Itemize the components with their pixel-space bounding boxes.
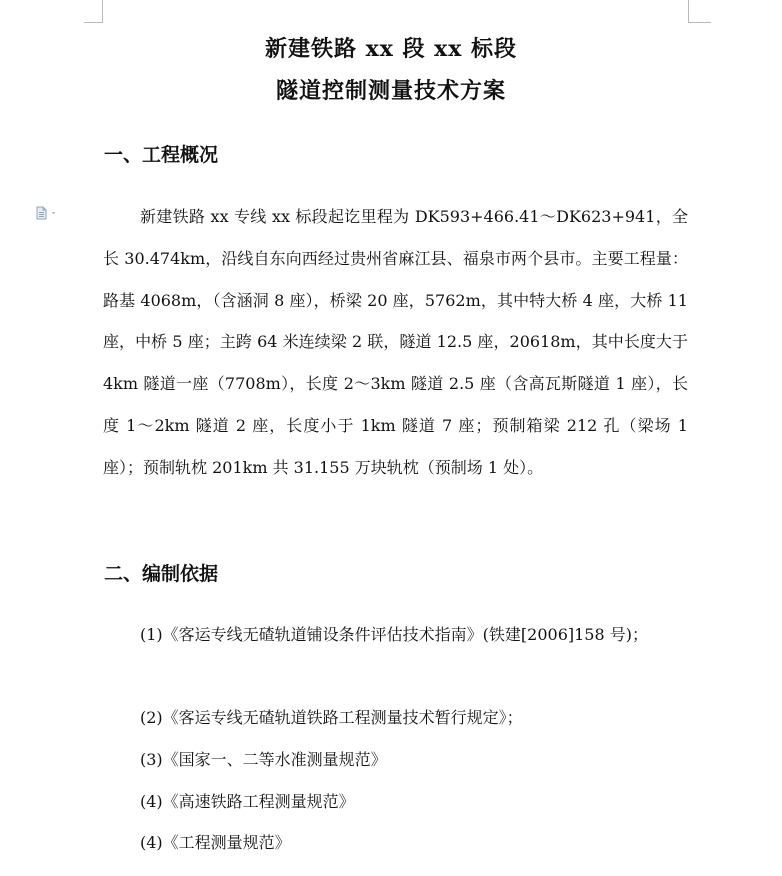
section-heading-basis: 二、编制依据 bbox=[104, 563, 219, 585]
reference-item: (4)《工程测量规范》 bbox=[140, 833, 291, 852]
reference-item: (1)《客运专线无碴轨道铺设条件评估技术指南》(铁建[2006]158 号)； bbox=[140, 625, 648, 644]
reference-item: (4)《高速铁路工程测量规范》 bbox=[140, 792, 355, 811]
section-heading-overview: 一、工程概况 bbox=[104, 144, 219, 166]
section-paragraph-overview: 新建铁路 xx 专线 xx 标段起讫里程为 DK593+466.41～DK623+941，全长 30.474km，沿线自东向西经过贵州省麻江县、福泉市两个县市。主要工程量：路基 4068m，（含涵洞 8 座），桥梁 20 座，5762m，其中特大桥 4 座，大桥 11 座，中桥 5 座；主跨 64 米连续梁 2 联，隧道 12.5 座，20618m，其中长度大于 4km 隧道一座（7708m），长度 2～3km 隧道 2.5 座（含高瓦斯隧道 1 座），长度 1～2km 隧道 2 座，长度小于 1km 隧道 7 座；预制箱梁 212 孔（梁场 1 座）；预制轨枕 201km 共 31.155 万块轨枕（预制场 1 处）。 bbox=[103, 207, 688, 477]
page-corner-mark-right bbox=[688, 0, 711, 23]
document-title-line-2: 隧道控制测量技术方案 bbox=[275, 78, 506, 104]
page-corner-mark-left bbox=[84, 0, 103, 23]
reference-item: (3)《国家一、二等水准测量规范》 bbox=[140, 750, 387, 769]
document-icon[interactable] bbox=[35, 206, 59, 220]
reference-item: (2)《客运专线无碴轨道铁路工程测量技术暂行规定》； bbox=[140, 708, 523, 727]
document-title-line-1: 新建铁路 xx 段 xx 标段 bbox=[264, 36, 518, 62]
